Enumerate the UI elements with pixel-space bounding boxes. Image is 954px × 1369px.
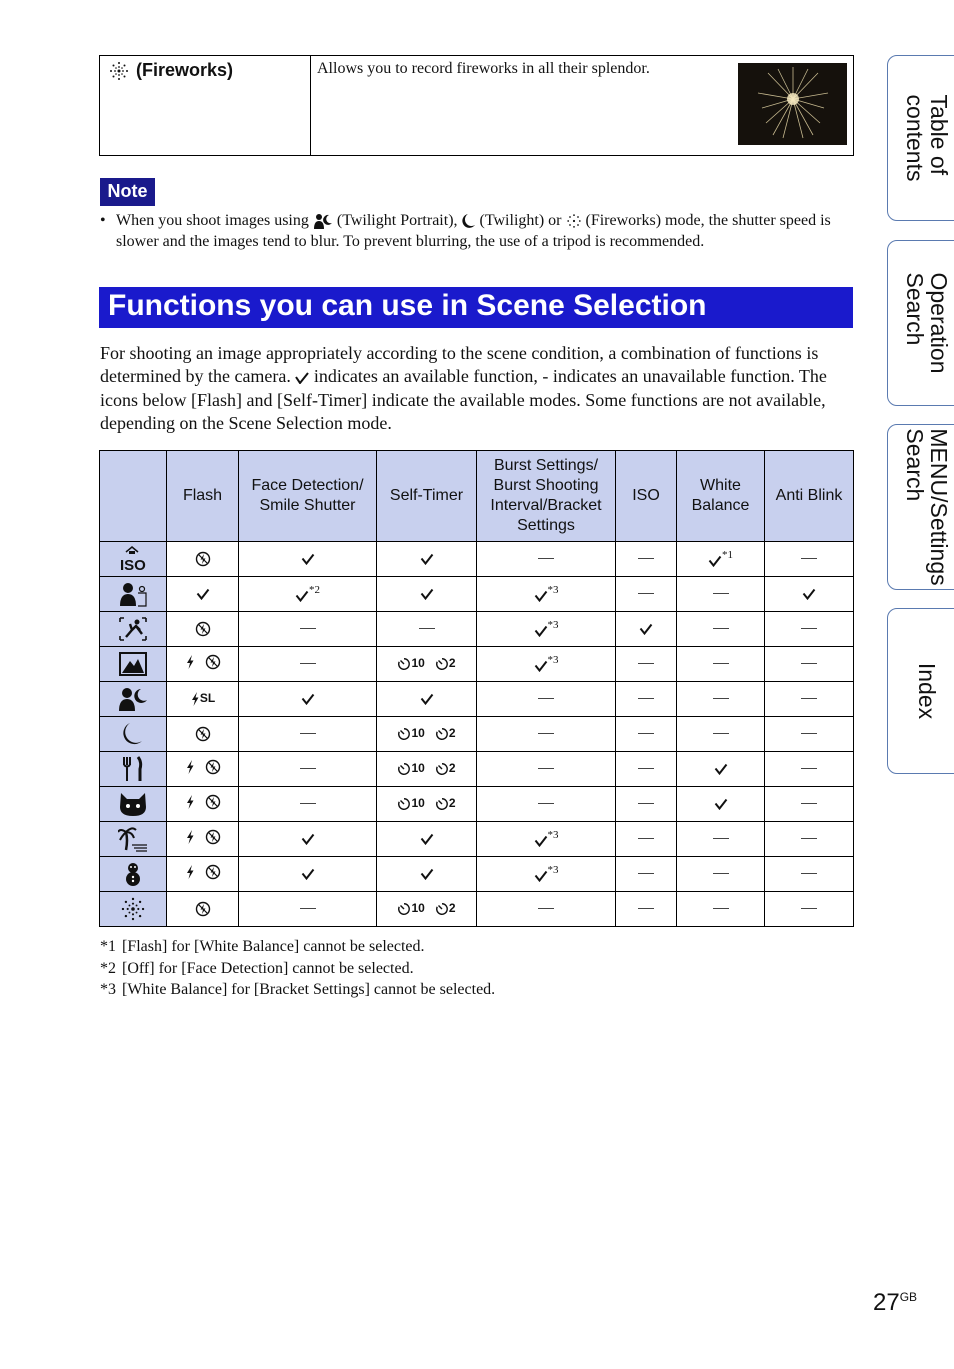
flash-cell [167, 542, 239, 577]
footnotes [100, 936, 852, 1001]
face-cell [239, 822, 377, 857]
flash-off-icon [195, 726, 211, 742]
timer-10-label: 10 [411, 901, 425, 915]
timer-cell [377, 612, 477, 647]
table-row [100, 892, 854, 927]
antiblink-cell [765, 752, 854, 787]
timer-cell [377, 892, 477, 927]
intro-part2: indicates an available function, - indicates an unavailable function. The icons below [Flash] and [Self-Timer] indicate the available modes. Some functions are not available, depending on the Scene Selection mode. [100, 366, 827, 433]
check-icon [534, 870, 548, 882]
check-icon [301, 833, 315, 845]
antiblink-cell [765, 612, 854, 647]
timer-cell [377, 717, 477, 752]
dash-mark [713, 628, 729, 629]
dash-mark [419, 628, 435, 629]
dash-mark [638, 838, 654, 839]
check-icon [639, 623, 653, 635]
wb-cell [677, 752, 765, 787]
timer-2-label: 2 [448, 656, 456, 670]
flash-slow-sync-icon [190, 691, 200, 707]
fireworks-label: (Fireworks) [136, 60, 234, 80]
tab-label: Operation Search [902, 272, 952, 374]
face-cell [239, 857, 377, 892]
wb-cell [677, 647, 765, 682]
dash-mark [713, 663, 729, 664]
high-sensitivity-icon [100, 542, 167, 577]
flash-icon [185, 794, 195, 810]
footnote-ref: *3 [547, 654, 559, 667]
burst-cell [477, 682, 616, 717]
antiblink-cell [765, 717, 854, 752]
tab-table-of-contents[interactable] [887, 55, 954, 221]
timer-cell [377, 682, 477, 717]
burst-cell [477, 577, 616, 612]
antiblink-cell [765, 892, 854, 927]
check-icon [420, 588, 434, 600]
wb-cell [677, 612, 765, 647]
check-icon [301, 693, 315, 705]
header-mode [100, 451, 167, 542]
flash-cell [167, 647, 239, 682]
twilight-icon [462, 213, 476, 229]
flash-slow-sync-label: SL [199, 691, 216, 706]
dash-mark [638, 768, 654, 769]
timer-cell [377, 752, 477, 787]
footnote-ref: *3 [547, 584, 559, 597]
face-cell [239, 892, 377, 927]
dash-mark [713, 908, 729, 909]
iso-cell [616, 892, 677, 927]
table-row [100, 752, 854, 787]
check-icon [301, 553, 315, 565]
check-icon [534, 835, 548, 847]
burst-cell [477, 892, 616, 927]
check-icon [301, 868, 315, 880]
section-title: Functions you can use in Scene Selection [99, 287, 853, 328]
timer-2-label: 2 [448, 761, 456, 775]
dash-mark [538, 558, 554, 559]
iso-cell [616, 787, 677, 822]
wb-cell [677, 857, 765, 892]
face-cell [239, 752, 377, 787]
table-row [100, 647, 854, 682]
footnote-mark: *1 [100, 938, 116, 955]
table-row [100, 682, 854, 717]
antiblink-cell [765, 682, 854, 717]
dash-mark [713, 593, 729, 594]
burst-cell [477, 717, 616, 752]
flash-off-icon [205, 759, 221, 775]
flash-off-icon [205, 864, 221, 880]
self-timer-2-icon [435, 797, 449, 811]
timer-10-label: 10 [411, 726, 425, 740]
wb-cell [677, 822, 765, 857]
footnote-text: [White Balance] for [Bracket Settings] cannot be selected. [122, 981, 496, 998]
flash-icon [185, 829, 195, 845]
wb-cell [677, 577, 765, 612]
check-icon [420, 553, 434, 565]
flash-cell [167, 682, 239, 717]
dash-mark [801, 768, 817, 769]
fireworks-photo [738, 63, 847, 145]
timer-cell [377, 822, 477, 857]
fireworks-icon [566, 213, 582, 229]
footnote-mark: *3 [100, 981, 116, 998]
header-flash: Flash [167, 451, 239, 542]
footnote-text: [Flash] for [White Balance] cannot be selected. [122, 938, 425, 955]
iso-cell [616, 717, 677, 752]
check-icon [420, 868, 434, 880]
tab-label: Index [914, 662, 940, 720]
footnote [100, 979, 852, 1001]
burst-cell [477, 857, 616, 892]
antiblink-cell [765, 577, 854, 612]
timer-10-label: 10 [411, 796, 425, 810]
check-icon [708, 555, 722, 567]
wb-cell [677, 542, 765, 577]
antiblink-cell [765, 822, 854, 857]
note-twilight-portrait: (Twilight Portrait), [336, 212, 458, 229]
self-timer-10-icon [397, 902, 411, 916]
flash-cell [167, 717, 239, 752]
table-row [100, 612, 854, 647]
footnote-ref: *3 [547, 829, 559, 842]
dash-mark [801, 558, 817, 559]
iso-cell [616, 682, 677, 717]
check-icon [534, 660, 548, 672]
table-row [100, 787, 854, 822]
intro-part1: For shooting an image appropriately according to the scene condition, a combination of functions is determined by the camera. [100, 343, 819, 387]
page-number-value: 27 [873, 1289, 900, 1316]
flash-cell [167, 822, 239, 857]
dash-mark [300, 663, 316, 664]
timer-cell [377, 787, 477, 822]
flash-off-icon [195, 901, 211, 917]
fireworks-description-cell [311, 56, 853, 155]
flash-cell [167, 892, 239, 927]
iso-cell [616, 542, 677, 577]
timer-cell [377, 857, 477, 892]
note-label: Note [100, 178, 155, 206]
dash-mark [638, 698, 654, 699]
dash-mark [538, 908, 554, 909]
snow-icon [100, 857, 167, 892]
header-burst-settings: Burst Settings/ Burst Shooting Interval/Bracket Settings [477, 451, 616, 542]
flash-cell [167, 612, 239, 647]
burst-cell [477, 542, 616, 577]
dash-mark [638, 908, 654, 909]
check-icon [420, 693, 434, 705]
dash-mark [300, 628, 316, 629]
timer-cell [377, 577, 477, 612]
dash-mark [801, 698, 817, 699]
iso-cell [616, 752, 677, 787]
note-text-after: (Fireworks) mode, the shutter speed is slower and the images tend to blur. To prevent blurring, the use of a tripod is recommended. [116, 212, 831, 250]
self-timer-10-icon [397, 797, 411, 811]
header-self-timer: Self-Timer [377, 451, 477, 542]
dash-mark [638, 663, 654, 664]
header-white-balance: White Balance [677, 451, 765, 542]
dash-mark [300, 803, 316, 804]
fireworks-icon [100, 892, 167, 927]
flash-off-icon [205, 829, 221, 845]
iso-cell [616, 857, 677, 892]
twilight-portrait-icon [100, 682, 167, 717]
face-cell [239, 717, 377, 752]
note-text [100, 210, 852, 252]
table-header-row [100, 451, 854, 542]
check-icon [714, 798, 728, 810]
self-timer-10-icon [397, 727, 411, 741]
burst-cell [477, 612, 616, 647]
flash-off-icon [205, 794, 221, 810]
wb-cell [677, 892, 765, 927]
svg-text:ISO: ISO [120, 557, 146, 572]
wb-cell [677, 717, 765, 752]
flash-icon [185, 864, 195, 880]
self-timer-2-icon [435, 762, 449, 776]
wb-cell [677, 787, 765, 822]
check-icon [714, 763, 728, 775]
dash-mark [300, 733, 316, 734]
flash-icon [185, 759, 195, 775]
dash-mark [801, 628, 817, 629]
dash-mark [538, 698, 554, 699]
face-cell [239, 612, 377, 647]
fireworks-table [99, 55, 854, 156]
antiblink-cell [765, 857, 854, 892]
intro-paragraph [100, 342, 852, 435]
fireworks-icon [108, 60, 130, 82]
iso-cell [616, 647, 677, 682]
advanced-sports-icon [100, 612, 167, 647]
dash-mark [538, 803, 554, 804]
flash-cell [167, 787, 239, 822]
table-row [100, 577, 854, 612]
beach-icon [100, 822, 167, 857]
face-cell [239, 647, 377, 682]
footnote-ref: *2 [309, 584, 320, 597]
note-bullet: • [100, 212, 106, 229]
twilight-portrait-icon [313, 213, 333, 229]
dash-mark [538, 733, 554, 734]
fireworks-description: Allows you to record fireworks in all their splendor. [317, 60, 650, 77]
footnote [100, 958, 852, 980]
tab-label: MENU/Settings Search [902, 428, 952, 586]
header-face-detection: Face Detection/ Smile Shutter [239, 451, 377, 542]
check-icon [534, 625, 548, 637]
note-text-before: When you shoot images using [116, 212, 309, 229]
dash-mark [638, 558, 654, 559]
note-twilight: (Twilight) or [479, 212, 562, 229]
fireworks-label-cell [100, 56, 311, 155]
soft-snap-icon [100, 577, 167, 612]
dash-mark [300, 768, 316, 769]
check-icon [196, 588, 210, 600]
self-timer-10-icon [397, 657, 411, 671]
face-cell [239, 787, 377, 822]
burst-cell [477, 787, 616, 822]
header-anti-blink: Anti Blink [765, 451, 854, 542]
timer-10-label: 10 [411, 656, 425, 670]
header-iso: ISO [616, 451, 677, 542]
tab-operation-search[interactable] [887, 240, 954, 406]
dash-mark [801, 838, 817, 839]
gourmet-icon [100, 752, 167, 787]
iso-cell [616, 577, 677, 612]
pet-icon [100, 787, 167, 822]
flash-off-icon [205, 654, 221, 670]
table-row [100, 857, 854, 892]
footnote-text: [Off] for [Face Detection] cannot be selected. [122, 959, 414, 977]
face-cell [239, 682, 377, 717]
dash-mark [638, 733, 654, 734]
check-icon [534, 590, 548, 602]
tab-label: Table of contents [902, 94, 952, 182]
self-timer-10-icon [397, 762, 411, 776]
dash-mark [801, 803, 817, 804]
antiblink-cell [765, 787, 854, 822]
dash-mark [638, 593, 654, 594]
iso-cell [616, 612, 677, 647]
timer-2-label: 2 [448, 726, 456, 740]
dash-mark [638, 873, 654, 874]
self-timer-2-icon [435, 902, 449, 916]
page-number-suffix: GB [899, 1290, 918, 1304]
flash-cell [167, 577, 239, 612]
scene-functions-table [99, 450, 854, 927]
landscape-icon [100, 647, 167, 682]
dash-mark [713, 733, 729, 734]
timer-cell [377, 542, 477, 577]
tab-menu-settings-search[interactable] [887, 424, 954, 590]
dash-mark [713, 698, 729, 699]
timer-cell [377, 647, 477, 682]
footnote [100, 936, 852, 958]
check-icon [295, 372, 309, 384]
check-icon [420, 833, 434, 845]
table-row [100, 822, 854, 857]
footnote-ref: *3 [547, 864, 559, 877]
antiblink-cell [765, 542, 854, 577]
table-row [100, 542, 854, 577]
dash-mark [801, 733, 817, 734]
dash-mark [538, 768, 554, 769]
dash-mark [300, 908, 316, 909]
dash-mark [801, 663, 817, 664]
face-cell [239, 577, 377, 612]
flash-off-icon [195, 621, 211, 637]
flash-icon [185, 654, 195, 670]
self-timer-2-icon [435, 727, 449, 741]
iso-cell [616, 822, 677, 857]
burst-cell [477, 647, 616, 682]
burst-cell [477, 822, 616, 857]
antiblink-cell [765, 647, 854, 682]
dash-mark [638, 803, 654, 804]
face-cell [239, 542, 377, 577]
twilight-icon [100, 717, 167, 752]
check-icon [295, 590, 309, 602]
dash-mark [801, 908, 817, 909]
flash-cell [167, 752, 239, 787]
dash-mark [713, 838, 729, 839]
table-row [100, 717, 854, 752]
timer-2-label: 2 [448, 901, 456, 915]
check-icon [802, 588, 816, 600]
footnote-ref: *3 [547, 619, 559, 632]
page-number [873, 1289, 917, 1317]
burst-cell [477, 752, 616, 787]
footnote-ref: *1 [722, 549, 733, 562]
timer-10-label: 10 [411, 761, 425, 775]
flash-off-icon [195, 551, 211, 567]
flash-cell [167, 857, 239, 892]
timer-2-label: 2 [448, 796, 456, 810]
wb-cell [677, 682, 765, 717]
dash-mark [713, 873, 729, 874]
dash-mark [801, 873, 817, 874]
self-timer-2-icon [435, 657, 449, 671]
footnote-mark: *2 [100, 959, 116, 977]
tab-index[interactable] [887, 608, 954, 774]
